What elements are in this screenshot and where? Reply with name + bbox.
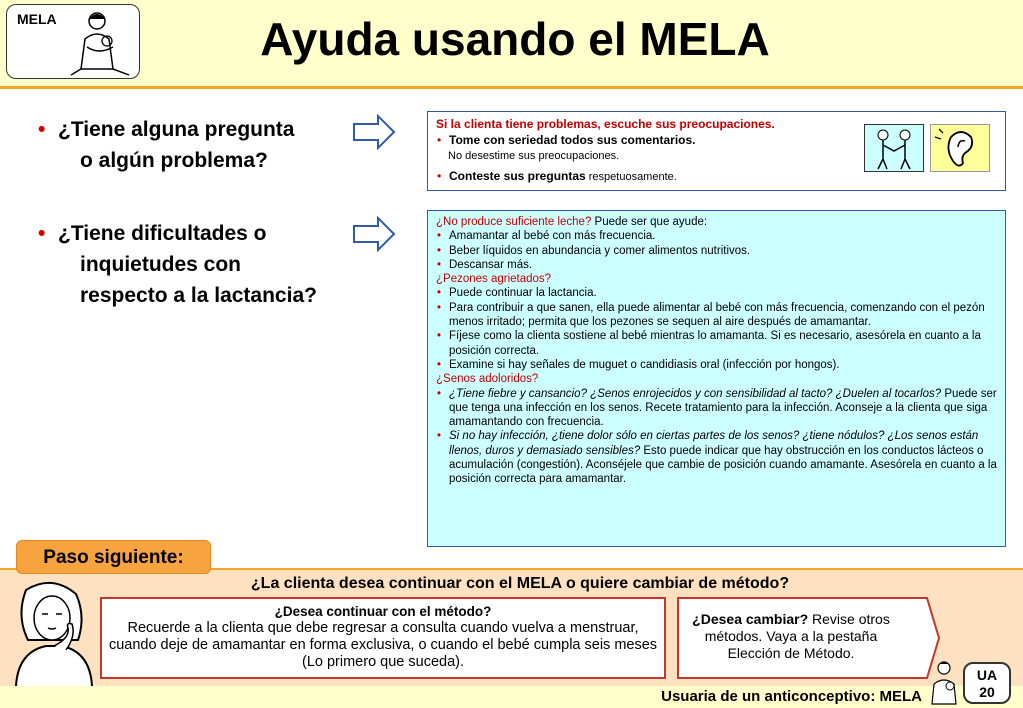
box1-heading: Si la clienta tiene problemas, escuche sus preocupaciones. bbox=[436, 117, 775, 131]
continue-heading: ¿Desea continuar con el método? bbox=[274, 604, 492, 619]
list-item: • ¿Tiene fiebre y cansancio? ¿Senos enrojecidos y con sensibilidad al tacto? ¿Duelen al tocarlos? Puede ser que tenga una infección en los senos. Recete tratamiento para la infección. Aconseje a la clienta que siga amamantando con frecuencia. bbox=[437, 387, 997, 429]
badge-line-1: UA bbox=[976, 667, 998, 683]
section-cracked-nipples-heading: ¿Pezones agrietados? bbox=[436, 273, 552, 286]
arrow-right-icon bbox=[352, 114, 396, 150]
question-2 bbox=[38, 218, 358, 311]
change-heading: ¿Desea cambiar? bbox=[692, 611, 809, 627]
section-badge bbox=[963, 662, 1011, 704]
question-2-line-3: respecto a la lactancia? bbox=[80, 284, 317, 307]
section-milk-heading-rest: Puede ser que ayude: bbox=[591, 216, 708, 228]
list-item: • Beber líquidos en abundancia y comer alimentos nutritivos. bbox=[437, 244, 751, 257]
box1-item-1: • Tome con seriedad todos sus comentarios. bbox=[437, 133, 696, 147]
thinking-woman-icon bbox=[6, 580, 98, 686]
bullet-icon: • bbox=[38, 222, 46, 245]
change-method-box bbox=[677, 597, 941, 679]
arrow-right-icon bbox=[352, 216, 396, 252]
change-text bbox=[685, 611, 897, 662]
counseling-illustration bbox=[864, 124, 924, 172]
question-1-line-1: ¿Tiene alguna pregunta bbox=[58, 118, 295, 141]
continue-method-box bbox=[100, 597, 666, 679]
list-item: • Puede continuar la lactancia. bbox=[437, 287, 597, 300]
question-1 bbox=[38, 114, 348, 176]
footer-title: Usuaria de un anticonceptivo: MELA bbox=[661, 688, 922, 705]
list-item: • Si no hay infección, ¿tiene dolor sólo en ciertas partes de los senos? ¿tiene nódulos? ¿Los senos están llenos, duros y demasiado sensibles? Esto puede indicar que hay obstrucción en los conductos lácteos o acumulación (congestión). Aconséjele que cambie de posición cuando amamante. Asesórela en cuanto a la posición correcta para amamantar. bbox=[437, 430, 997, 486]
change-body: Revise otros métodos. Vaya a la pestaña Elección de Método. bbox=[704, 611, 890, 661]
section-milk-heading: ¿No produce suficiente leche? bbox=[436, 216, 592, 228]
bullet-icon: • bbox=[38, 118, 46, 141]
box1-item-1-sub: No desestime sus preocupaciones. bbox=[448, 150, 620, 162]
header-divider bbox=[0, 86, 1023, 89]
question-2-line-2: inquietudes con bbox=[80, 253, 242, 276]
box1-item-1-text: Tome con seriedad todos sus comentarios. bbox=[449, 133, 696, 147]
question-1-line-2: o algún problema? bbox=[80, 149, 268, 172]
box1-item-2: • Conteste sus preguntas respetuosamente. bbox=[437, 169, 677, 183]
mela-logo bbox=[6, 4, 140, 79]
next-step-tab: Paso siguiente: bbox=[16, 540, 211, 574]
mother-baby-icon bbox=[926, 660, 962, 706]
list-item: • Descansar más. bbox=[437, 258, 533, 271]
logo-label: MELA bbox=[17, 11, 57, 27]
list-item: • Amamantar al bebé con más frecuencia. bbox=[437, 230, 656, 243]
list-item: • Para contribuir a que sanen, ella puede alimentar al bebé con más frecuencia, comenzando con el pezón menos irritado; permita que los pezones se sequen al aire después de amamantar. bbox=[437, 301, 985, 329]
ear-icon bbox=[930, 124, 990, 172]
question-2-line-1: ¿Tiene dificultades o bbox=[58, 222, 267, 245]
page-title: Ayuda usando el MELA bbox=[260, 13, 770, 65]
box1-item-2-rest: respetuosamente. bbox=[585, 171, 677, 183]
mother-baby-icon bbox=[67, 9, 133, 77]
continue-text: Recuerde a la clienta que debe regresar a consulta cuando vuelva a menstruar, cuando deje de amamantar en forma exclusiva, o cuando el bebé cumpla seis meses (Lo primero que suceda). bbox=[108, 620, 658, 670]
section-milk-supply bbox=[436, 215, 997, 229]
badge-line-2: 20 bbox=[979, 684, 995, 700]
list-item: • Fíjese como la clienta sostiene al bebé mientras lo amamanta. Si es necesario, asesórela en cuanto a la posición correcta. bbox=[437, 330, 981, 357]
list-item: • Examine si hay señales de muguet o candidiasis oral (infección por hongos). bbox=[437, 358, 840, 371]
section-sore-breasts-heading: ¿Senos adoloridos? bbox=[436, 373, 539, 386]
box1-item-2-bold: Conteste sus preguntas bbox=[449, 169, 586, 183]
next-step-question: ¿La clienta desea continuar con el MELA o quiere cambiar de método? bbox=[250, 575, 790, 592]
lactation-problems-box bbox=[427, 210, 1006, 547]
